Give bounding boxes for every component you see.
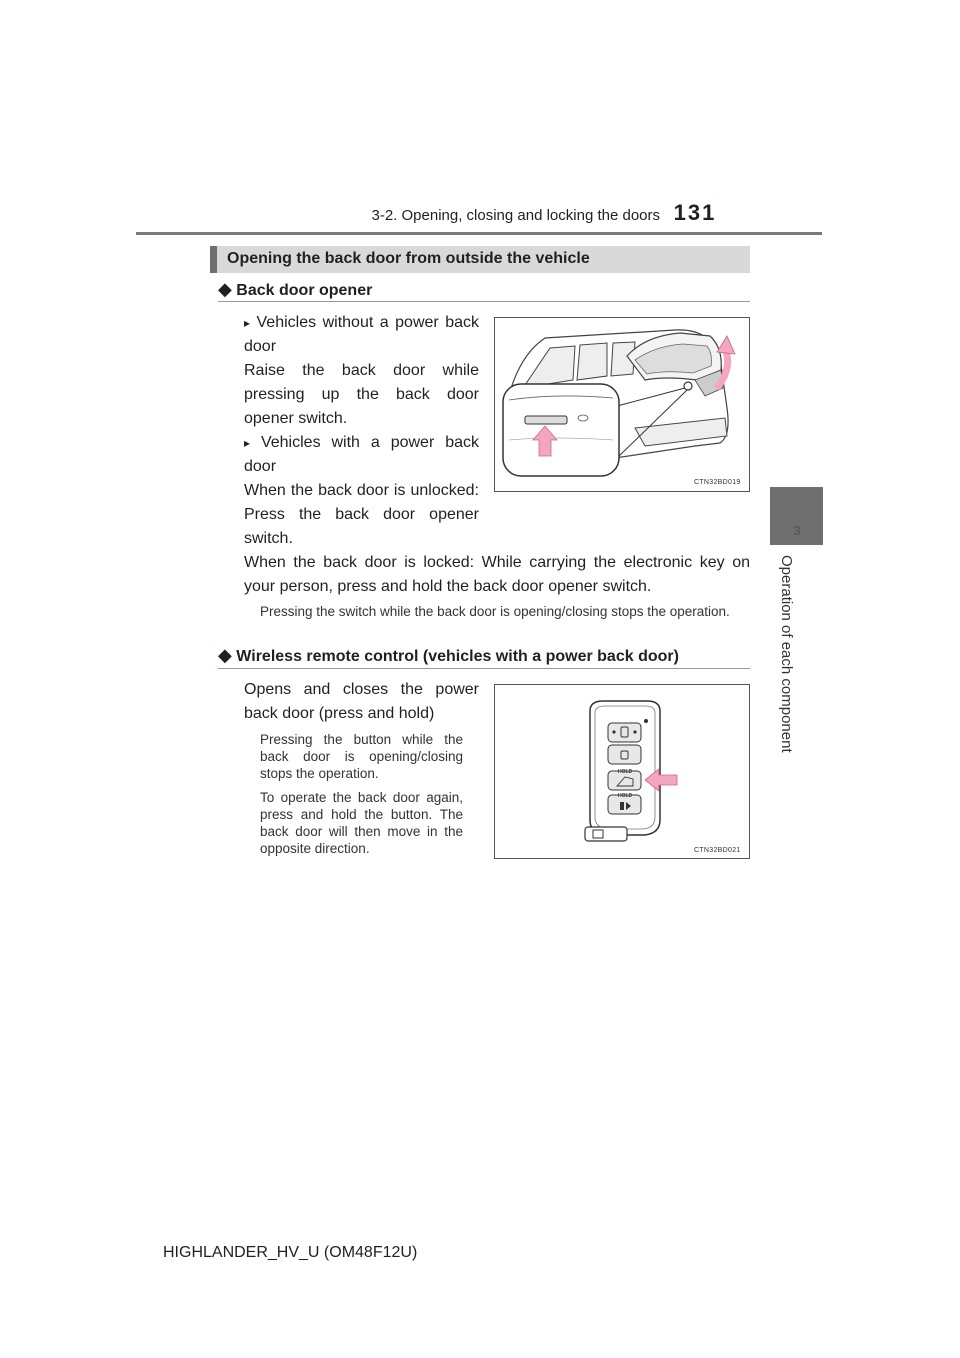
figure-code: CTN32BD021	[694, 847, 741, 854]
item-label-without-power	[244, 311, 479, 359]
locked-text: When the back door is locked: While carrying the electronic key on your person, press and hold the back door opener switch.	[244, 554, 750, 595]
subsection-title-text: Wireless remote control (vehicles with a power back door)	[236, 648, 679, 665]
wireless-note-2: To operate the back door again, press and hold the button. The back door will then move in the opposite direction.	[260, 790, 463, 856]
wireless-remote-text: Opens and closes the power back door (press and hold)	[244, 681, 479, 722]
item2-text: When the back door is unlocked: Press the back door opener switch.	[244, 482, 479, 547]
figure-wireless-remote	[494, 684, 750, 859]
item-label-with-power	[244, 431, 479, 479]
hold-label-panic: HOLD	[618, 793, 633, 799]
item1-text: Raise the back door while pressing up the back door opener switch.	[244, 362, 479, 427]
header-section-title: 3-2. Opening, closing and locking the doors	[371, 207, 660, 224]
subsection-rule	[218, 668, 750, 669]
figure-code: CTN32BD019	[694, 479, 741, 486]
chapter-title: Operation of each component	[778, 555, 795, 753]
section-header-bar	[210, 246, 750, 273]
triangle-bullet-icon: ▸	[244, 316, 251, 330]
chapter-number: 3	[793, 523, 801, 538]
item2-label-text: Vehicles with a power back door	[244, 434, 479, 475]
header-rule	[136, 232, 822, 235]
subsection-rule	[218, 301, 750, 302]
item1-label-text: Vehicles without a power back door	[244, 314, 479, 355]
triangle-bullet-icon: ▸	[244, 436, 251, 450]
page-number: 131	[673, 200, 717, 225]
subsection-title-back-door-opener	[218, 279, 372, 300]
subsection-title-wireless-remote	[218, 645, 679, 666]
figure-back-door-opener	[494, 317, 750, 492]
diamond-icon: ◆	[218, 279, 232, 299]
footer-model: HIGHLANDER_HV_U (OM48F12U)	[163, 1244, 418, 1261]
subsection-title-text: Back door opener	[236, 282, 373, 299]
hold-label-backdoor: HOLD	[618, 769, 633, 775]
vehicle-rear-illustration	[495, 318, 749, 491]
section-title: Opening the back door from outside the vehicle	[227, 250, 590, 267]
diamond-icon: ◆	[218, 645, 232, 665]
opener-note: Pressing the switch while the back door is opening/closing stops the operation.	[260, 604, 730, 619]
wireless-note-1: Pressing the button while the back door is opening/closing stops the operation.	[260, 732, 463, 781]
